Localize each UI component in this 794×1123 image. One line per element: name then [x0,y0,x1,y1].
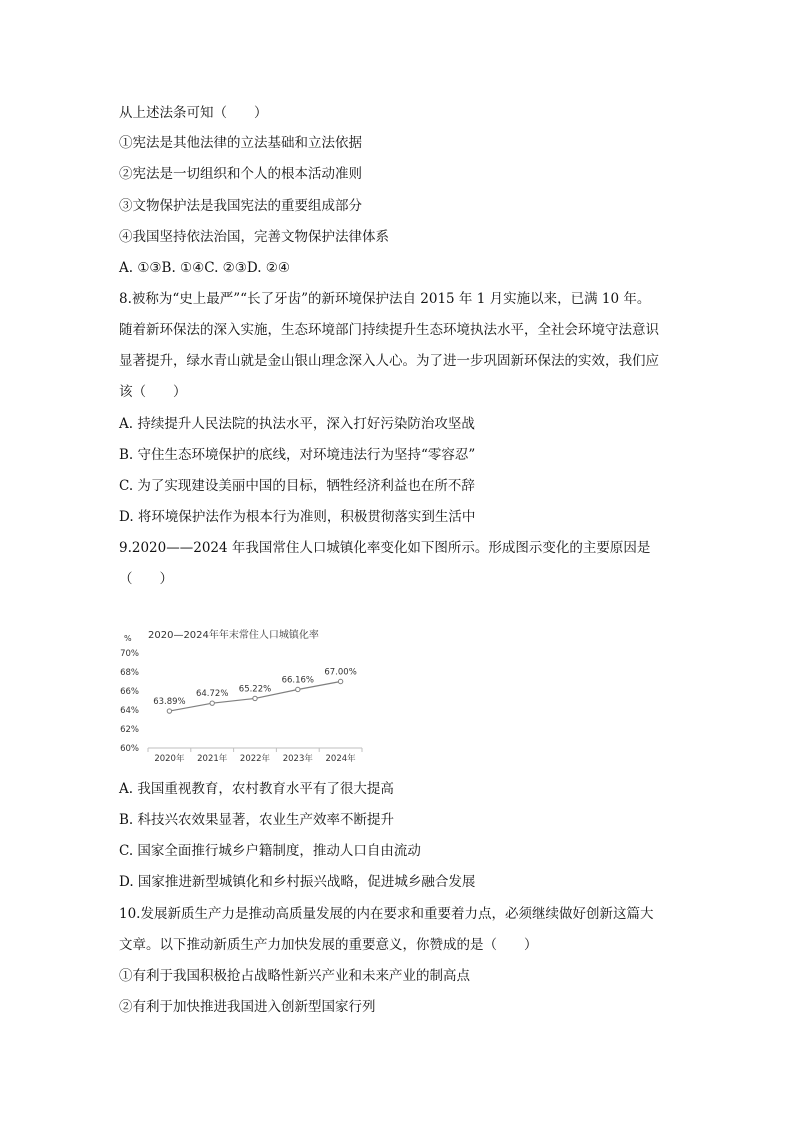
x-tick-label: 2021年 [197,754,228,764]
q7-statement-4: ④我国坚持依法治国，完善文物保护法律体系 [119,229,389,245]
q8-stem-line-2: 随着新环保法的深入实施，生态环境部门持续提升生态环境执法水平，全社会环境守法意识 [119,322,659,338]
y-tick-label: 70% [120,649,139,659]
y-tick-label: 60% [120,744,139,754]
q10-stem-line-1: 10.发展新质生产力是推动高质量发展的内在要求和重要着力点，必须继续做好创新这篇大 [119,906,654,922]
q8-option-c: C. 为了实现建设美丽中国的目标，牺牲经济利益也在所不辞 [119,478,475,494]
data-label: 63.89% [153,697,186,708]
q9-stem-line-2: （ ） [119,571,173,587]
data-label: 65.22% [238,684,272,695]
q9-option-d: D. 国家推进新型城镇化和乡村振兴战略，促进城乡融合发展 [119,874,476,890]
q8-stem-line-4: 该（ ） [119,384,187,400]
q9-stem-line-1: 9.2020——2024 年我国常住人口城镇化率变化如下图所示。形成图示变化的主要原因是 [119,540,651,556]
y-tick-label: 64% [120,706,139,716]
q10-statement-2: ②有利于加快推进我国进入创新型国家行列 [119,999,376,1015]
y-tick-label: 66% [120,687,139,697]
chart-title: 2020—2024年年末常住人口城镇化率 [148,630,319,641]
q10-stem-line-2: 文章。以下推动新质生产力加快发展的重要意义，你赞成的是（ ） [119,937,538,953]
data-label: 67.00% [324,667,357,678]
q7-stem: 从上述法条可知（ ） [119,105,268,121]
q8-stem-line-3: 显著提升，绿水青山就是金山银山理念深入人心。为了进一步巩固新环保法的实效，我们应 [119,353,659,369]
data-point [296,687,300,691]
x-tick-label: 2022年 [239,754,271,764]
q7-statement-2: ②宪法是一切组织和个人的根本活动准则 [119,166,362,182]
q9-option-c: C. 国家全面推行城乡户籍制度，推动人口自由流动 [119,843,421,859]
q8-option-d: D. 将环境保护法作为根本行为准则，积极贯彻落实到生活中 [119,509,476,525]
y-tick-label: 68% [120,668,139,678]
q10-statement-1: ①有利于我国积极抢占战略性新兴产业和未来产业的制高点 [119,968,470,984]
q7-statement-1: ①宪法是其他法律的立法基础和立法依据 [119,135,362,151]
q8-option-b: B. 守住生态环境保护的底线，对环境违法行为坚持“零容忍” [119,447,476,463]
q8-option-a: A. 持续提升人民法院的执法水平，深入打好污染防治攻坚战 [119,416,475,432]
x-tick-label: 2024年 [325,754,356,764]
q7-options: A. ①③B. ①④C. ②③D. ②④ [119,260,291,276]
chart-ylabel: % [124,634,132,643]
urbanization-chart [112,622,374,772]
y-tick-label: 62% [120,725,139,735]
q9-option-a: A. 我国重视教育，农村教育水平有了很大提高 [119,781,394,797]
data-point [253,696,257,700]
q9-option-b: B. 科技兴农效果显著，农业生产效率不断提升 [119,812,395,828]
urbanization-chart-svg [112,622,374,772]
data-point [210,701,214,705]
x-tick-label: 2023年 [282,754,313,764]
data-point [338,679,342,683]
data-label: 64.72% [195,689,229,700]
q7-statement-3: ③文物保护法是我国宪法的重要组成部分 [119,198,362,214]
data-point [167,709,171,713]
data-label: 66.16% [281,675,315,686]
q8-stem-line-1: 8.被称为“史上最严”“长了牙齿”的新环境保护法自 2015 年 1 月实施以来，已满 10 年。 [119,291,651,307]
x-tick-label: 2020年 [154,754,185,764]
